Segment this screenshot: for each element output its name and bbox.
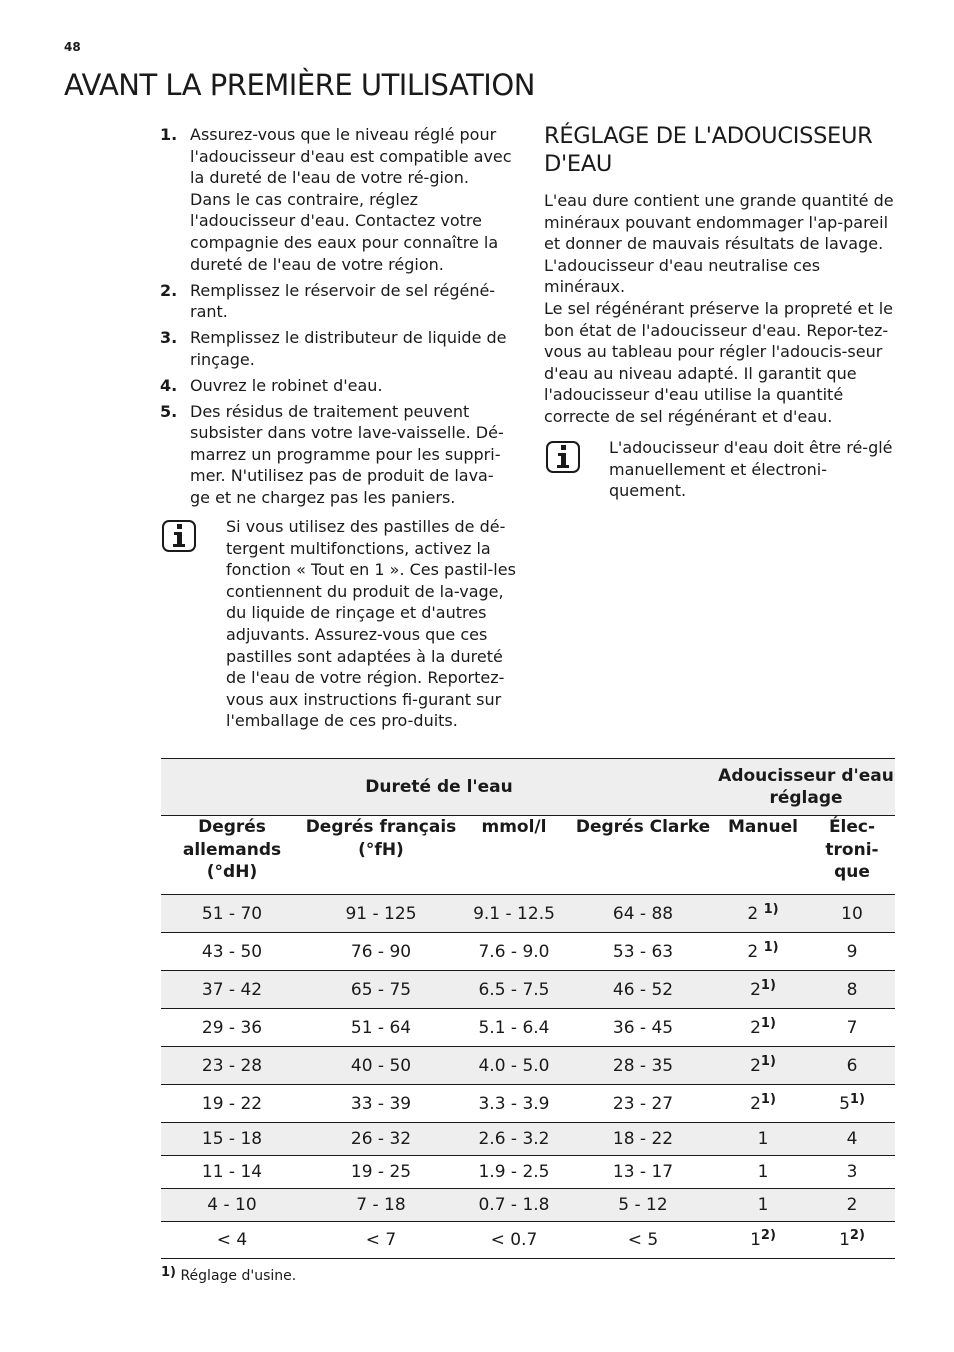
cell-manual [717, 895, 809, 933]
cell-manual [717, 1156, 809, 1189]
setting-value: 8 [846, 979, 858, 1000]
list-item [160, 401, 512, 509]
cell-german: 4 - 10 [161, 1189, 303, 1222]
cell-german: 19 - 22 [161, 1085, 303, 1123]
setting-value: 6 [846, 1055, 858, 1076]
info-icon [546, 441, 580, 473]
setting-value: 2 [747, 941, 764, 962]
table-row [161, 1085, 895, 1123]
cell-french: 65 - 75 [303, 971, 459, 1009]
step-text: Ouvrez le robinet d'eau. [190, 375, 383, 395]
step-text: Assurez-vous que le niveau réglé pour l'adoucisseur d'eau est compatible avec la dureté de l'eau de votre ré-gion. Dans le cas contraire, réglez l'adoucisseur d'eau. Contactez votre compagnie des eaux pour connaître la dureté de l'eau de votre région. [190, 125, 512, 274]
setting-value: 2 [750, 1055, 761, 1076]
cell-clarke: 64 - 88 [569, 895, 717, 933]
cell-german: 23 - 28 [161, 1047, 303, 1085]
cell-manual [717, 1222, 809, 1259]
step-number: 3. [160, 328, 178, 348]
setting-value: 2 [750, 1093, 761, 1114]
setting-value: 2 [846, 1195, 858, 1215]
info-glyph [556, 445, 570, 469]
cell-clarke: 36 - 45 [569, 1009, 717, 1047]
setting-value: 10 [841, 903, 863, 924]
table-row [161, 971, 895, 1009]
cell-mmol: 4.0 - 5.0 [459, 1047, 569, 1085]
cell-french: 40 - 50 [303, 1047, 459, 1085]
cell-electronic [809, 1222, 895, 1259]
col-manual: Manuel [717, 816, 809, 895]
setting-value: 2 [747, 903, 764, 924]
setting-value: 1 [757, 1129, 769, 1149]
cell-manual [717, 933, 809, 971]
setting-value: 1 [757, 1195, 769, 1215]
cell-french: 76 - 90 [303, 933, 459, 971]
footnote-text: Réglage d'usine. [180, 1268, 297, 1284]
col-mmol: mmol/l [459, 816, 569, 895]
cell-electronic [809, 1009, 895, 1047]
cell-german: 11 - 14 [161, 1156, 303, 1189]
cell-electronic [809, 933, 895, 971]
col-german-degrees: Degrés allemands (°dH) [161, 816, 303, 895]
setting-value: 2 [750, 1017, 761, 1038]
table-row [161, 1047, 895, 1085]
setting-value: 2 [750, 979, 761, 1000]
col-electronic: Élec-troni-que [809, 816, 895, 895]
cell-manual [717, 1085, 809, 1123]
cell-french: 33 - 39 [303, 1085, 459, 1123]
cell-mmol: 3.3 - 3.9 [459, 1085, 569, 1123]
footnote-ref: 1) [849, 1091, 865, 1107]
cell-manual [717, 1047, 809, 1085]
cell-german: 43 - 50 [161, 933, 303, 971]
list-item [160, 327, 512, 370]
header-water-hardness: Dureté de l'eau [161, 759, 717, 816]
page-title: AVANT LA PREMIÈRE UTILISATION [64, 68, 535, 102]
cell-french: < 7 [303, 1222, 459, 1259]
paragraph-hard-water: L'eau dure contient une grande quantité de minéraux pouvant endommager l'ap-pareil et donner de mauvais résultats de lavage. L'adoucisseur d'eau neutralise ces minéraux. [544, 191, 894, 297]
footnote-mark: 1) [161, 1265, 176, 1280]
col-french-degrees: Degrés français (°fH) [303, 816, 459, 895]
footnote-ref: 1) [760, 1053, 776, 1069]
cell-manual [717, 1189, 809, 1222]
cell-electronic [809, 1123, 895, 1156]
cell-french: 7 - 18 [303, 1189, 459, 1222]
setting-value: 3 [846, 1162, 858, 1182]
cell-mmol: 0.7 - 1.8 [459, 1189, 569, 1222]
cell-mmol: 1.9 - 2.5 [459, 1156, 569, 1189]
cell-clarke: 5 - 12 [569, 1189, 717, 1222]
setting-value: 1 [750, 1230, 761, 1250]
cell-french: 26 - 32 [303, 1123, 459, 1156]
cell-german: < 4 [161, 1222, 303, 1259]
table-row [161, 895, 895, 933]
cell-mmol: 7.6 - 9.0 [459, 933, 569, 971]
cell-mmol: < 0.7 [459, 1222, 569, 1259]
step-text: Remplissez le réservoir de sel régéné-rant. [190, 280, 496, 322]
cell-clarke: 18 - 22 [569, 1123, 717, 1156]
section-body [544, 190, 896, 428]
cell-mmol: 9.1 - 12.5 [459, 895, 569, 933]
table-row [161, 1123, 895, 1156]
cell-german: 15 - 18 [161, 1123, 303, 1156]
cell-german: 37 - 42 [161, 971, 303, 1009]
table-row [161, 1009, 895, 1047]
info-note-softener: L'adoucisseur d'eau doit être ré-glé manuellement et électroni-quement. [609, 438, 893, 501]
footnote-ref: 1) [760, 977, 776, 993]
info-glyph [172, 524, 186, 548]
cell-french: 91 - 125 [303, 895, 459, 933]
steps-list [160, 124, 512, 513]
col-clarke-degrees: Degrés Clarke [569, 816, 717, 895]
footnote-ref: 2) [849, 1228, 865, 1243]
cell-clarke: 23 - 27 [569, 1085, 717, 1123]
setting-value: 5 [839, 1093, 850, 1114]
setting-value: 1 [757, 1162, 769, 1182]
cell-clarke: 53 - 63 [569, 933, 717, 971]
list-item [160, 124, 512, 275]
table-column-header [161, 816, 895, 895]
cell-french: 19 - 25 [303, 1156, 459, 1189]
cell-manual [717, 1123, 809, 1156]
step-number: 1. [160, 125, 178, 144]
cell-mmol: 2.6 - 3.2 [459, 1123, 569, 1156]
water-hardness-table [161, 758, 895, 1259]
cell-clarke: 46 - 52 [569, 971, 717, 1009]
setting-value: 4 [846, 1129, 858, 1149]
section-subtitle: RÉGLAGE DE L'ADOUCISSEUR D'EAU [544, 123, 873, 177]
step-text: Des résidus de traitement peuvent subsister dans votre lave-vaisselle. Dé-marrez un programme pour les suppri-mer. N'utilisez pas de produit de lava-ge et ne chargez pas les paniers. [190, 401, 504, 508]
cell-clarke: 28 - 35 [569, 1047, 717, 1085]
cell-electronic [809, 1189, 895, 1222]
info-icon [162, 520, 196, 552]
cell-manual [717, 1009, 809, 1047]
table-row [161, 1189, 895, 1222]
cell-mmol: 5.1 - 6.4 [459, 1009, 569, 1047]
step-number: 2. [160, 280, 178, 300]
cell-clarke: 13 - 17 [569, 1156, 717, 1189]
cell-clarke: < 5 [569, 1222, 717, 1259]
step-number: 4. [160, 375, 178, 395]
step-text: Remplissez le distributeur de liquide de rinçage. [190, 328, 507, 369]
cell-german: 51 - 70 [161, 895, 303, 933]
table-row [161, 1156, 895, 1189]
footnote-ref: 1) [763, 939, 779, 955]
cell-electronic [809, 971, 895, 1009]
cell-electronic [809, 895, 895, 933]
setting-value: 7 [846, 1017, 858, 1038]
setting-value: 9 [846, 941, 858, 962]
footnote-ref: 1) [760, 1015, 776, 1031]
list-item [160, 375, 512, 397]
list-item [160, 280, 512, 323]
info-note-multifunction: Si vous utilisez des pastilles de dé-tergent multifonctions, activez la fonction « Tout en 1 ». Ces pastil-les contiennent du produit de la-vage, du liquide de rinçage et d'autres adjuvants. Assurez-vous que ces pastilles sont adaptées à la dureté de l'eau de votre région. Reportez-vous aux instructions fi-gurant sur l'emballage de ces pro-duits. [226, 517, 516, 731]
footnote [161, 1265, 296, 1284]
cell-manual [717, 971, 809, 1009]
paragraph-regen-salt: Le sel régénérant préserve la propreté et le bon état de l'adoucisseur d'eau. Repor-tez-vous au tableau pour régler l'adoucis-seur d'eau au niveau adapté. Il garantit que l'adoucisseur d'eau utilise la quantité correcte de sel régénérant et d'eau. [544, 298, 894, 426]
cell-french: 51 - 64 [303, 1009, 459, 1047]
footnote-ref: 2) [760, 1228, 776, 1243]
table-group-header [161, 759, 895, 816]
table-row [161, 1222, 895, 1259]
cell-german: 29 - 36 [161, 1009, 303, 1047]
setting-value: 1 [839, 1230, 850, 1250]
table-row [161, 933, 895, 971]
footnote-ref: 1) [763, 901, 779, 917]
cell-mmol: 6.5 - 7.5 [459, 971, 569, 1009]
cell-electronic [809, 1085, 895, 1123]
page-number: 48 [64, 40, 81, 54]
header-softener-setting: Adoucisseur d'eau réglage [717, 759, 895, 816]
step-number: 5. [160, 401, 178, 421]
footnote-ref: 1) [760, 1091, 776, 1107]
cell-electronic [809, 1156, 895, 1189]
cell-electronic [809, 1047, 895, 1085]
